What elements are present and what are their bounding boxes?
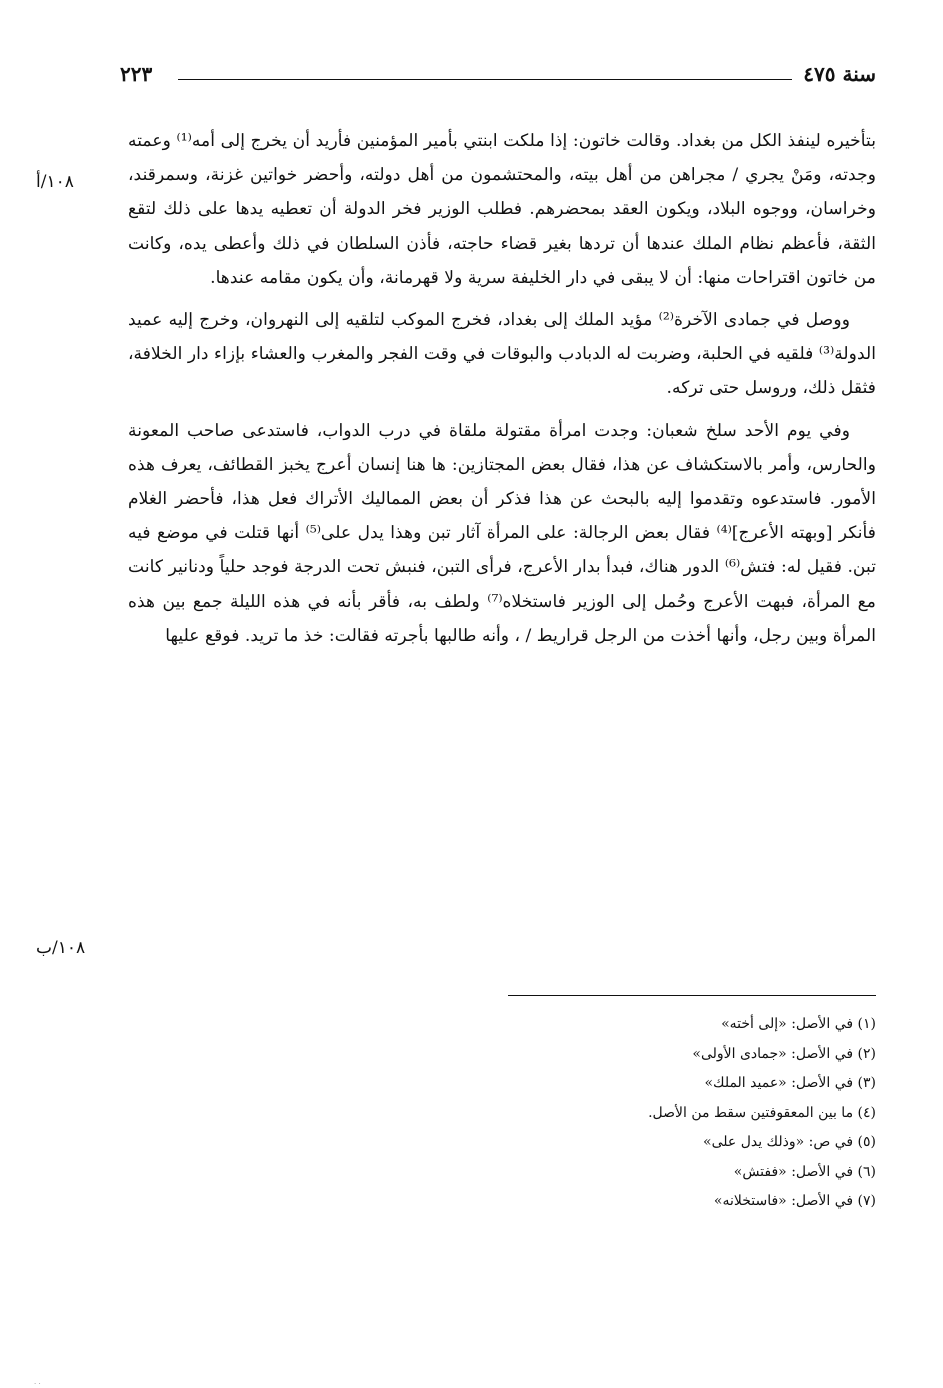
footnote-2: (٢) في الأصل: «جمادى الأولى» xyxy=(692,1045,876,1062)
footnote-separator xyxy=(508,995,876,996)
margin-folio-note-b: ١٠٨/ب xyxy=(36,938,86,958)
footnote-7: (٧) في الأصل: «فاستخلانه» xyxy=(713,1193,876,1209)
footnote-4: (٤) ما بين المعقوفتين سقط من الأصل. xyxy=(648,1104,876,1121)
scan-speck: · · xyxy=(34,1380,41,1388)
footnote-1: (١) في الأصل: «إلى أخته» xyxy=(721,1016,876,1032)
footnote-6: (٦) في الأصل: «ففتش» xyxy=(733,1163,876,1180)
footnote-3: (٣) في الأصل: «عميد الملك» xyxy=(704,1075,876,1091)
paragraph-3: وفي يوم الأحد سلخ شعبان: وجدت امرأة مقتولة ملقاة في درب الدواب، فاستدعى صاحب المعونة والحارس، وأمر بالاستكشاف عن هذا، فقال بعض المجتازين: ها هنا إنسان أعرج يخبز القطائف، يعرف هذه الأمور. فاستدعوه وتقدموا إليه بالبحث عن هذا فذكر أن بعض المماليك الأتراك فعل هذا، فأحضر الغلام فأنكر [وبهته الأعرج]⁽⁴⁾ فقال بعض الرجالة: على المرأة آثار تبن وهذا يدل على⁽⁵⁾ أنها قتلت في موضع فيه تبن. فقيل له: فتش⁽⁶⁾ الدور هناك، فبدأ بدار الأعرج، فرأى التبن، فنبش تحت الدرجة فوجد حلياً ودنانير كانت مع المرأة، فبهت الأعرج وحُمل إلى الوزير فاستخلاه⁽⁷⁾ ولطف به، فأقر بأنه في هذه الليلة جمع بين هذه المرأة وبين رجل، وأنها أخذت من الرجل قراريط / ، وأنه طالبها بأجرته فقالت: خذ ما تريد. فوقع عليها xyxy=(128,420,877,646)
running-header xyxy=(120,62,876,94)
footnote-5: (٥) في ص: «وذلك يدل على» xyxy=(703,1134,876,1150)
paragraph-1: بتأخيره لينفذ الكل من بغداد. وقالت خاتون: إذا ملكت ابنتي بأمير المؤمنين فأريد أن يخرج إلى أمه⁽¹⁾ وعمته وجدته، ومَنْ يجري / مجراهن من أهل بيته، والمحتشمون من أهل دولته، وأحضر خواتين غزنة، وسمرقند، وخراسان، ووجوه البلاد، ويكون العقد بمحضرهم. فطلب الوزير فخر الدولة أن تعطيه يدها على ذلك لتقع الثقة، فأعظم نظام الملك عندها أن تردها بغير قضاء حاجته، فأذن السلطان في ذلك وأعطى يده، وكانت من خاتون اقتراحات منها: أن لا يبقى في دار الخليفة سرية ولا قهرمانة، وأن يكون مقامه عندها. xyxy=(128,131,876,288)
page-number: ٢٢٣ xyxy=(120,62,153,86)
paragraph-2: ووصل في جمادى الآخرة⁽²⁾ مؤيد الملك إلى بغداد، فخرج الموكب لتلقيه إلى النهروان، وخرج إليه عميد الدولة⁽³⁾ فلقيه في الحلبة، وضربت له الدبادب والبوقات في وقت الفجر والمغرب والعشاء بإزاء دار الخلافة، فثقل ذلك، وروسل حتى تركه. xyxy=(128,310,876,399)
header-year-label: سنة ٤٧٥ xyxy=(803,62,876,86)
body-text xyxy=(128,124,876,653)
footnotes-list xyxy=(400,1010,876,1217)
header-rule xyxy=(178,79,792,80)
margin-folio-note-a: ١٠٨/أ xyxy=(36,172,74,192)
